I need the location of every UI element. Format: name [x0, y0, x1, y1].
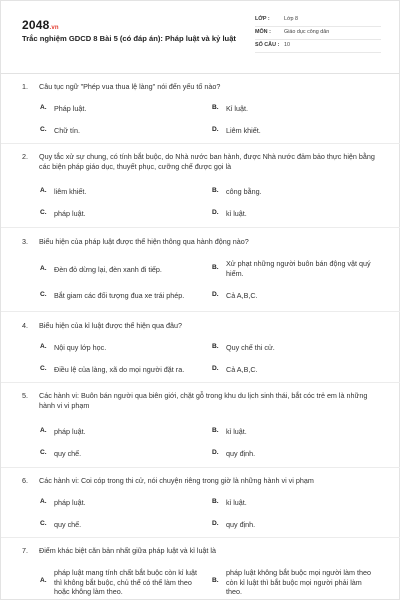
- question-text: Các hành vi: Coi cóp trong thi cử, nói chuyện riêng trong giờ là những hành vi vi phạm: [39, 476, 314, 485]
- option-text: Đèn đỏ dừng lại, đèn xanh đi tiếp.: [54, 265, 162, 274]
- question-divider: [1, 311, 400, 312]
- question-text: Các hành vi: Buôn bán người qua biên giới, chặt gỗ trong khu du lịch sinh thái, bắt cóc trẻ em là những hành vi vi phạm: [39, 391, 368, 410]
- option-letter: C.: [40, 520, 47, 527]
- option-letter: B.: [212, 427, 219, 434]
- option-letter: C.: [40, 449, 47, 456]
- site-logo[interactable]: [22, 17, 59, 33]
- option-letter: B.: [212, 104, 219, 111]
- option-letter: A.: [40, 427, 47, 434]
- option-a[interactable]: [40, 568, 200, 597]
- question-text: Câu tục ngữ "Phép vua thua lệ làng" nói đến yếu tố nào?: [39, 82, 221, 91]
- option-letter: A.: [40, 498, 47, 505]
- option-c[interactable]: [40, 126, 200, 136]
- option-letter: C.: [40, 291, 47, 298]
- option-d[interactable]: [212, 291, 377, 301]
- option-text: kỉ luật.: [226, 498, 247, 507]
- option-letter: A.: [40, 104, 47, 111]
- question-divider: [1, 467, 400, 468]
- option-text: pháp luật.: [54, 209, 86, 218]
- option-letter: B.: [212, 264, 219, 271]
- option-letter: C.: [40, 209, 47, 216]
- option-text: Cả A,B,C.: [226, 291, 258, 300]
- option-b[interactable]: [212, 427, 377, 437]
- logo-suffix-text: .vn: [49, 25, 59, 31]
- option-letter: B.: [212, 577, 219, 584]
- option-text: Pháp luật.: [54, 104, 87, 113]
- option-text: pháp luật không bắt buộc mọi người làm theo còn kỉ luật thì bắt buộc mọi người phải làm theo.: [226, 568, 371, 597]
- meta-key: LỚP :: [255, 16, 270, 23]
- question-divider: [1, 382, 400, 383]
- option-letter: A.: [40, 265, 47, 272]
- option-text: Nội quy lớp học.: [54, 343, 107, 352]
- option-text: Bắt giam các đối tượng đua xe trái phép.: [54, 291, 185, 300]
- question-number: 7.: [22, 546, 28, 555]
- option-text: quy định.: [226, 449, 256, 458]
- option-text: liêm khiết.: [54, 187, 87, 196]
- question-number: 6.: [22, 476, 28, 485]
- option-text: Cả A,B,C.: [226, 365, 258, 374]
- option-text: quy chế.: [54, 449, 82, 458]
- question-divider: [1, 143, 400, 144]
- option-a[interactable]: [40, 498, 200, 508]
- logo-main-text: 2048: [22, 18, 50, 32]
- option-text: Xử phạt những người buôn bán động vật quý hiếm.: [226, 259, 371, 278]
- option-letter: B.: [212, 187, 219, 194]
- option-d[interactable]: [212, 365, 377, 375]
- question-number: 5.: [22, 391, 28, 400]
- question-number: 4.: [22, 321, 28, 330]
- option-d[interactable]: [212, 209, 377, 219]
- option-letter: C.: [40, 126, 47, 133]
- option-letter: A.: [40, 577, 47, 584]
- option-b[interactable]: [212, 259, 377, 278]
- page-header: [1, 1, 400, 73]
- option-text: Điều lệ của làng, xã do mọi người đặt ra.: [54, 365, 185, 374]
- option-c[interactable]: [40, 449, 200, 459]
- option-text: kỉ luật.: [226, 209, 247, 218]
- option-a[interactable]: [40, 265, 200, 275]
- option-text: Quy chế thi cử.: [226, 343, 275, 352]
- option-text: pháp luật.: [54, 498, 86, 507]
- meta-value: Lớp 8: [284, 16, 299, 23]
- option-text: quy định.: [226, 520, 256, 529]
- option-letter: B.: [212, 498, 219, 505]
- option-b[interactable]: [212, 343, 377, 353]
- option-letter: C.: [40, 365, 47, 372]
- option-a[interactable]: [40, 187, 200, 197]
- option-text: Chữ tín.: [54, 126, 80, 135]
- question-number: 1.: [22, 82, 28, 91]
- option-letter: D.: [212, 291, 219, 298]
- option-letter: A.: [40, 187, 47, 194]
- option-text: pháp luật mang tính chất bắt buộc còn kỉ luật thì không bắt buộc, chủ thể có thể làm theo hoặc không làm theo.: [54, 568, 198, 597]
- option-letter: D.: [212, 520, 219, 527]
- option-c[interactable]: [40, 520, 200, 530]
- option-c[interactable]: [40, 291, 200, 301]
- option-letter: B.: [212, 343, 219, 350]
- option-a[interactable]: [40, 104, 200, 114]
- meta-value: Giáo dục công dân: [284, 29, 330, 36]
- option-letter: A.: [40, 343, 47, 350]
- question-text: Biểu hiện của pháp luật được thể hiện thông qua hành động nào?: [39, 237, 249, 246]
- option-b[interactable]: [212, 187, 377, 197]
- meta-row-class: [255, 14, 381, 27]
- question-text: Quy tắc xử sự chung, có tính bắt buộc, do Nhà nước ban hành, được Nhà nước đảm bảo thực hiện bằng các biện pháp giáo dục, thuyết phục, cưỡng chế được gọi là: [39, 152, 375, 171]
- meta-key: MÔN :: [255, 29, 271, 36]
- question-text: Điểm khác biệt căn bản nhất giữa pháp luật và kỉ luật là: [39, 546, 217, 555]
- question-divider: [1, 227, 400, 228]
- meta-value: 10: [284, 42, 290, 49]
- question-text: Biểu hiện của kỉ luật được thể hiện qua đâu?: [39, 321, 182, 330]
- option-b[interactable]: [212, 568, 377, 597]
- option-letter: D.: [212, 449, 219, 456]
- quiz-meta-table: [255, 14, 381, 53]
- option-a[interactable]: [40, 343, 200, 353]
- option-c[interactable]: [40, 365, 200, 375]
- option-b[interactable]: [212, 104, 377, 114]
- page-title: Trắc nghiệm GDCD 8 Bài 5 (có đáp án): Pháp luật và kỷ luật: [22, 34, 236, 43]
- option-text: công bằng.: [226, 187, 262, 196]
- option-b[interactable]: [212, 498, 377, 508]
- question-number: 2.: [22, 152, 28, 161]
- meta-row-subject: [255, 27, 381, 40]
- question-number: 3.: [22, 237, 28, 246]
- option-text: Liêm khiết.: [226, 126, 261, 135]
- option-d[interactable]: [212, 449, 377, 459]
- meta-key: SỐ CÂU :: [255, 42, 280, 49]
- option-c[interactable]: [40, 209, 200, 219]
- header-divider: [1, 73, 400, 74]
- option-d[interactable]: [212, 126, 377, 136]
- option-letter: D.: [212, 209, 219, 216]
- option-text: quy chế.: [54, 520, 82, 529]
- option-text: pháp luật.: [54, 427, 86, 436]
- option-letter: D.: [212, 126, 219, 133]
- option-letter: D.: [212, 365, 219, 372]
- option-a[interactable]: [40, 427, 200, 437]
- question-divider: [1, 537, 400, 538]
- option-d[interactable]: [212, 520, 377, 530]
- option-text: Kỉ luật.: [226, 104, 248, 113]
- meta-row-count: [255, 40, 381, 53]
- option-text: kỉ luật.: [226, 427, 247, 436]
